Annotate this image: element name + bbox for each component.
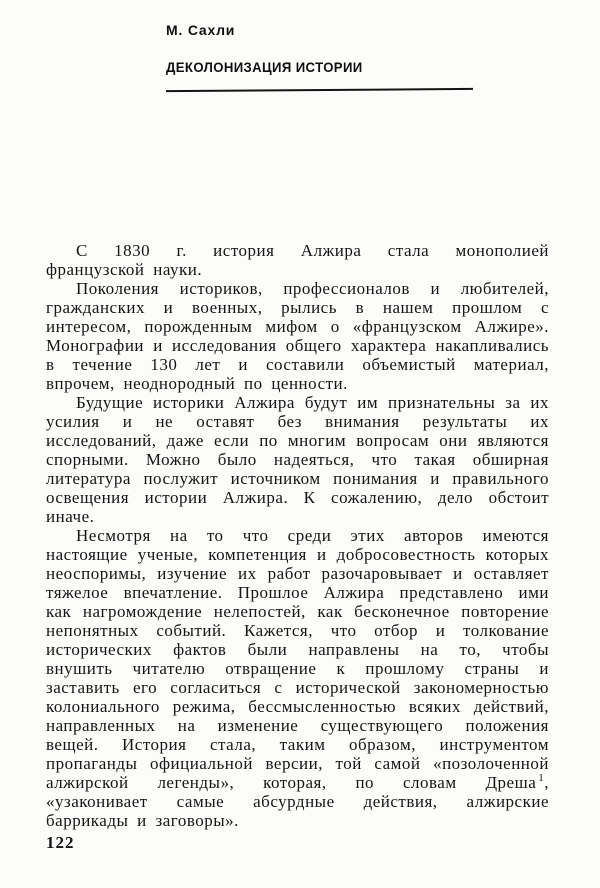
paragraph-1: С 1830 г. история Алжира стала монополией французской науки. (46, 241, 549, 279)
author-name: М. Сахли (166, 22, 236, 38)
paragraph-4-text-after-footnote: , «узаконивает самые абсурдные действия, алжирские баррикады и заговоры». (46, 773, 549, 830)
title-divider-rule (166, 88, 473, 92)
body-text (46, 241, 549, 830)
paragraph-2: Поколения историков, профессионалов и любителей, гражданских и военных, рылись в нашем прошлом с интересом, порожденным мифом о «французском Алжире». Монографии и исследования общего характера накапливались в течение 130 лет и составили объемистый материал, впрочем, неоднородный по ценности. (46, 279, 549, 393)
page-number: 122 (46, 833, 75, 852)
paragraph-4-text-before-footnote: Несмотря на то что среди этих авторов имеются настоящие ученые, компетенция и добросовестность которых неоспоримы, изучение их работ разочаровывает и оставляет тяжелое впечатление. Прошлое Алжира представлено ими как нагромождение нелепостей, как бесконечное повторение непонятных событий. Кажется, что отбор и толкование исторических фактов были направлены на то, чтобы внушить читателю отвращение к прошлому страны и заставить его согласиться с исторической закономерностью колониального режима, бессмысленностью всяких действий, направленных на изменение существующего положения вещей. История стала, таким образом, инструментом пропаганды официальной версии, той самой «позолоченной алжирской легенды», которая, по словам Дреша (46, 526, 549, 792)
paragraph-4 (46, 526, 549, 830)
footnote-reference-marker: 1 (538, 772, 545, 785)
paragraph-3: Будущие историки Алжира будут им признательны за их усилия и не оставят без внимания результаты их исследований, даже если по многим вопросам они являются спорными. Можно было надеяться, что такая обширная литература послужит источником понимания и правильного освещения истории Алжира. К сожалению, дело обстоит иначе. (46, 393, 549, 526)
chapter-title: ДЕКОЛОНИЗАЦИЯ ИСТОРИИ (166, 59, 363, 75)
